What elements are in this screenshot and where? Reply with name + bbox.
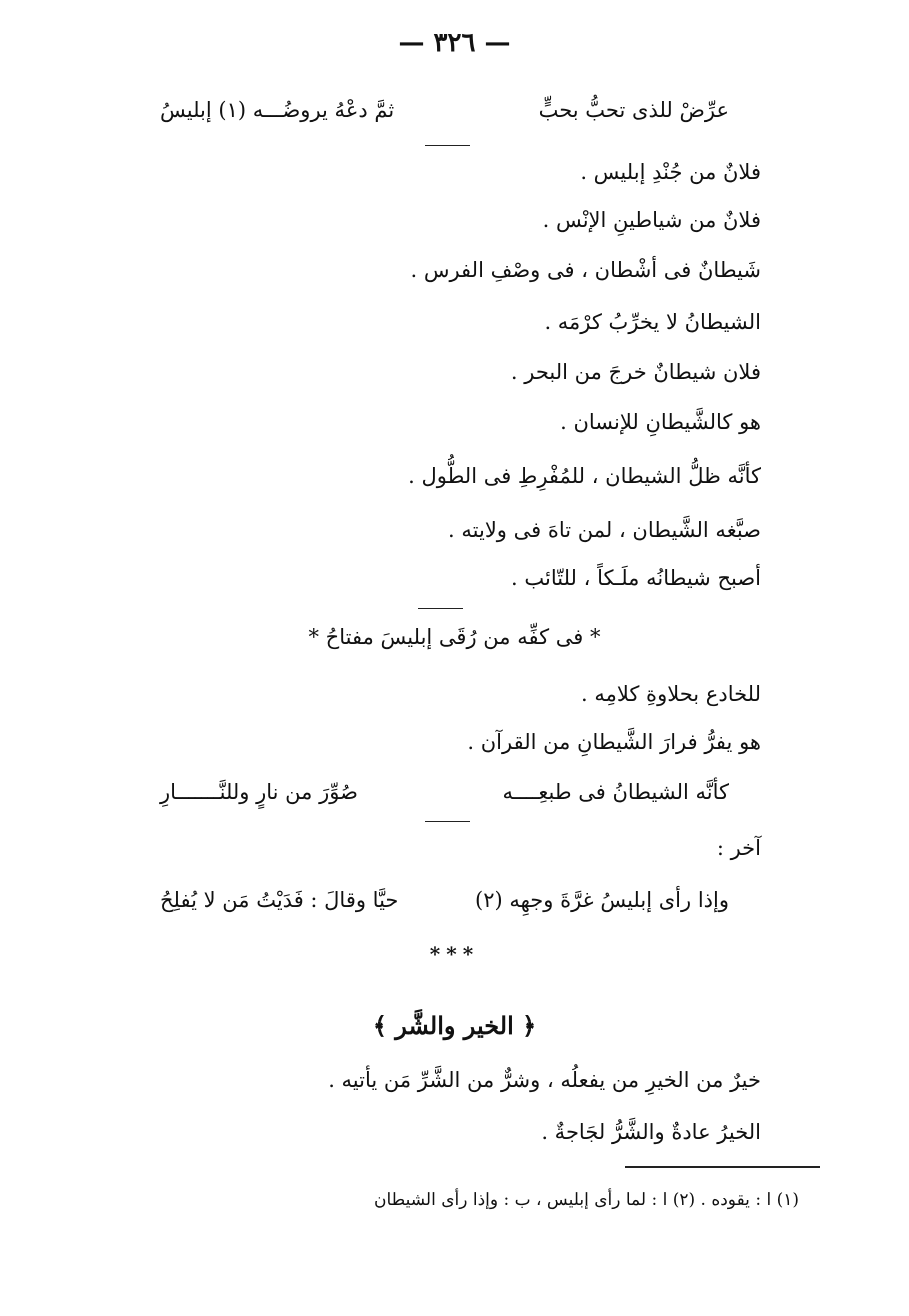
text-line: أصبح شيطانُه ملَـكاً ، للتّائب . bbox=[511, 566, 761, 590]
text-line: شَيطانٌ فى أشْطان ، فى وصْفِ الفرس . bbox=[410, 258, 761, 282]
other-label: آخر : bbox=[716, 836, 761, 860]
verse-3-hemistich-1: وإذا رأى إبليسُ غرَّةَ وجهِه (٢) bbox=[474, 888, 729, 912]
verse-3-hemistich-2: حيَّا وقالَ : فَدَيْتُ مَن لا يُفلِحُ bbox=[160, 888, 399, 912]
section-heading: ﴿ الخير والشَّر ﴾ bbox=[372, 1011, 537, 1040]
text-line: فلان شيطانٌ خرجَ من البحر . bbox=[510, 360, 761, 384]
verse-1-underline bbox=[425, 145, 470, 146]
separator-stars: *** bbox=[429, 942, 480, 966]
text-line: فلانٌ من جُنْدِ إبليس . bbox=[580, 160, 761, 184]
centered-saying: * فى كفِّه من رُقَى إبليسَ مفتاحُ * bbox=[308, 625, 601, 649]
text-line: كأنَّه ظلُّ الشيطان ، للمُفْرِطِ فى الطُّول . bbox=[408, 464, 761, 488]
text-line: الشيطانُ لا يخرِّبُ كرْمَه . bbox=[544, 310, 761, 334]
text-line: فلانٌ من شياطينِ الإنْس . bbox=[542, 208, 761, 232]
text-line: صبَّغه الشَّيطان ، لمن تاهَ فى ولايته . bbox=[448, 518, 761, 542]
text-line: للخادع بحلاوةِ كلامِه . bbox=[581, 682, 761, 706]
text-line: الخيرُ عادةٌ والشَّرُّ لجَاجةٌ . bbox=[541, 1120, 761, 1144]
footnotes: (١) ا : يقوده . (٢) ا : لما رأى إبليس ، ب : وإذا رأى الشيطان bbox=[374, 1190, 799, 1210]
verse-2-hemistich-2: صُوِّرَ من نارٍ وللنَّـــــــارِ bbox=[160, 780, 358, 804]
text-line: هو يفرُّ فرارَ الشَّيطانِ من القرآن . bbox=[467, 730, 761, 754]
saying-overline bbox=[418, 608, 463, 609]
verse-1-hemistich-1: عرِّضْ للذى تحبُّ بحبٍّ bbox=[538, 98, 729, 122]
text-line: خيرٌ من الخيرِ من يفعلُه ، وشرٌّ من الشَّرِّ مَن يأتيه . bbox=[328, 1068, 761, 1092]
verse-1-hemistich-2: ثمَّ دعْهُ يروضُـــه (١) إبليسُ bbox=[160, 98, 395, 122]
page-number: — ٣٢٦ — bbox=[398, 28, 511, 58]
footnote-rule bbox=[625, 1166, 820, 1168]
verse-2-hemistich-1: كأنَّه الشيطانُ فى طبعِــــه bbox=[502, 780, 729, 804]
verse-2-underline bbox=[425, 821, 470, 822]
text-line: هو كالشَّيطانِ للإنسان . bbox=[560, 410, 761, 434]
